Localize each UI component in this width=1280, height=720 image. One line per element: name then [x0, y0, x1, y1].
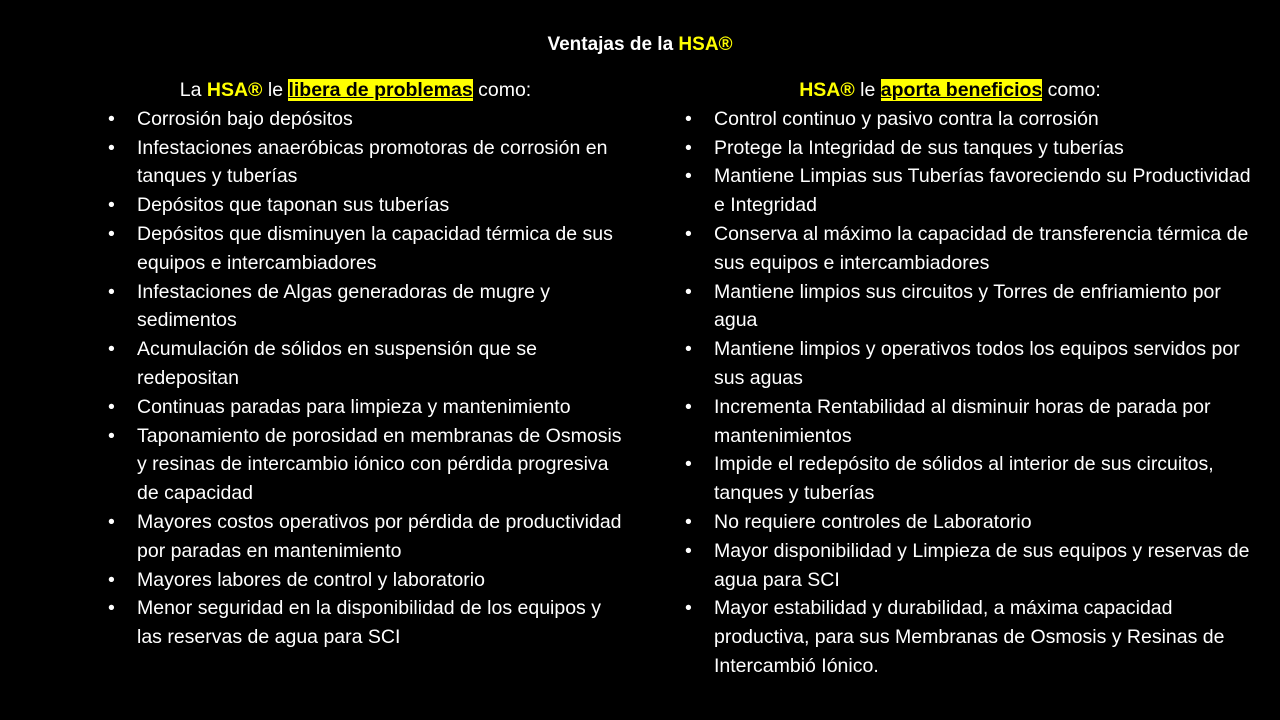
bullet-icon: •	[108, 280, 115, 303]
benefits-column	[685, 76, 1260, 681]
list-item: • Infestaciones de Algas generadoras de mugre y sedimentos	[108, 278, 628, 336]
list-item: • Impide el redepósito de sólidos al interior de sus circuitos, tanques y tuberías	[685, 450, 1260, 508]
problems-heading-pre: La	[179, 79, 207, 101]
bullet-icon: •	[685, 395, 692, 418]
list-item: • Taponamiento de porosidad en membranas de Osmosis y resinas de intercambio iónico con pérdida progresiva de capacidad	[108, 422, 628, 508]
list-item: • Infestaciones anaeróbicas promotoras de corrosión en tanques y tuberías	[108, 134, 628, 192]
bullet-icon: •	[685, 539, 692, 562]
bullet-icon: •	[685, 107, 692, 130]
bullet-icon: •	[108, 568, 115, 591]
bullet-icon: •	[108, 395, 115, 418]
problems-list	[108, 105, 628, 652]
list-item: • Mayores labores de control y laboratorio	[108, 566, 628, 595]
list-item: • Corrosión bajo depósitos	[108, 105, 628, 134]
problems-column	[108, 76, 628, 652]
bullet-icon: •	[108, 222, 115, 245]
problems-heading-highlight: libera de problemas	[288, 79, 473, 101]
title-prefix: Ventajas de la	[547, 34, 679, 55]
title-brand: HSA®	[678, 34, 733, 55]
benefits-heading-mid: le	[854, 79, 881, 101]
list-item: • Control continuo y pasivo contra la corrosión	[685, 105, 1260, 134]
list-item: • Mayores costos operativos por pérdida de productividad por paradas en mantenimiento	[108, 508, 628, 566]
list-item: • Incrementa Rentabilidad al disminuir horas de parada por mantenimientos	[685, 393, 1260, 451]
list-item: • Protege la Integridad de sus tanques y tuberías	[685, 134, 1260, 163]
bullet-icon: •	[108, 424, 115, 447]
list-item: • Conserva al máximo la capacidad de transferencia térmica de sus equipos e intercambiadores	[685, 220, 1260, 278]
list-item: • Depósitos que disminuyen la capacidad térmica de sus equipos e intercambiadores	[108, 220, 628, 278]
bullet-icon: •	[685, 136, 692, 159]
list-item: • Mayor estabilidad y durabilidad, a máxima capacidad productiva, para sus Membranas de Osmosis y Resinas de Intercambió Iónico.	[685, 594, 1260, 680]
benefits-heading-brand: HSA®	[799, 79, 855, 101]
benefits-heading	[685, 76, 1215, 105]
list-item: • Mantiene limpios sus circuitos y Torres de enfriamiento por agua	[685, 278, 1260, 336]
list-item: • Mayor disponibilidad y Limpieza de sus equipos y reservas de agua para SCI	[685, 537, 1260, 595]
problems-heading-brand: HSA®	[206, 79, 263, 101]
problems-heading-post: como:	[472, 79, 532, 101]
bullet-icon: •	[108, 338, 115, 361]
bullet-icon: •	[108, 107, 115, 130]
list-item: • Acumulación de sólidos en suspensión que se redepositan	[108, 335, 628, 393]
benefits-list	[685, 105, 1260, 681]
bullet-icon: •	[685, 280, 692, 303]
bullet-icon: •	[685, 338, 692, 361]
list-item: • Depósitos que taponan sus tuberías	[108, 191, 628, 220]
list-item: • No requiere controles de Laboratorio	[685, 508, 1260, 537]
list-item: • Mantiene Limpias sus Tuberías favoreciendo su Productividad e Integridad	[685, 162, 1260, 220]
bullet-icon: •	[108, 194, 115, 217]
problems-heading-mid: le	[262, 79, 289, 101]
bullet-icon: •	[108, 510, 115, 533]
benefits-heading-highlight: aporta beneficios	[880, 79, 1043, 101]
bullet-icon: •	[108, 136, 115, 159]
bullet-icon: •	[685, 165, 692, 188]
bullet-icon: •	[685, 597, 692, 620]
benefits-heading-post: como:	[1042, 79, 1101, 101]
list-item: • Menor seguridad en la disponibilidad de los equipos y las reservas de agua para SCI	[108, 594, 628, 652]
bullet-icon: •	[685, 453, 692, 476]
list-item: • Continuas paradas para limpieza y mantenimiento	[108, 393, 628, 422]
bullet-icon: •	[685, 222, 692, 245]
bullet-icon: •	[685, 510, 692, 533]
slide-title	[0, 33, 1280, 57]
problems-heading	[108, 76, 603, 105]
bullet-icon: •	[108, 597, 115, 620]
list-item: • Mantiene limpios y operativos todos los equipos servidos por sus aguas	[685, 335, 1260, 393]
